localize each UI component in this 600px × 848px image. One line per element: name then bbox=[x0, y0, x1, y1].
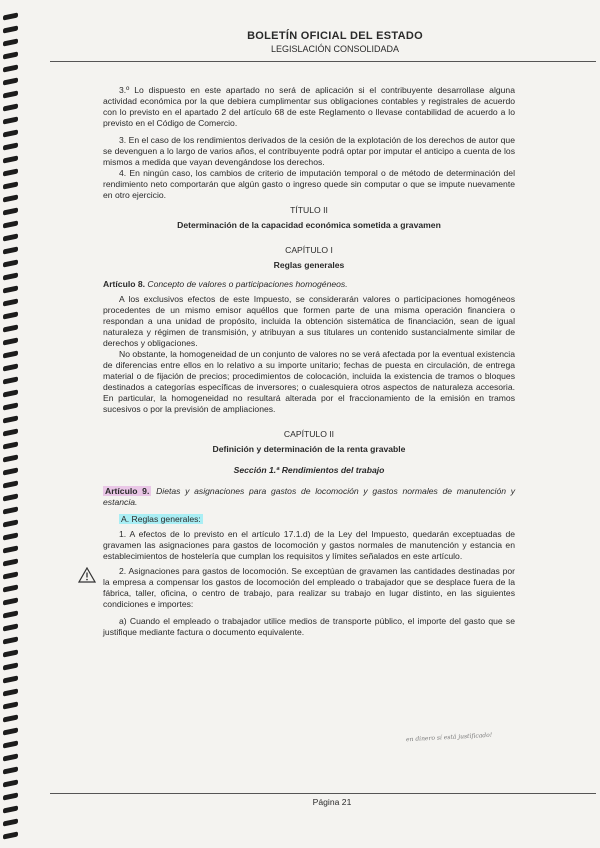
binding-ring bbox=[3, 12, 18, 20]
binding-ring bbox=[3, 155, 18, 163]
capitulo-label: CAPÍTULO I bbox=[285, 245, 333, 255]
binding-ring bbox=[3, 818, 18, 826]
binding-ring bbox=[3, 454, 18, 462]
binding-ring bbox=[3, 558, 18, 566]
binding-ring bbox=[3, 519, 18, 527]
binding-ring bbox=[3, 103, 18, 111]
binding-ring bbox=[3, 740, 18, 748]
binding-ring bbox=[3, 376, 18, 384]
binding-ring bbox=[3, 194, 18, 202]
binding-ring bbox=[3, 129, 18, 137]
document-body bbox=[103, 85, 515, 642]
spiral-binding bbox=[0, 0, 22, 848]
binding-ring bbox=[3, 649, 18, 657]
binding-ring bbox=[3, 90, 18, 98]
binding-ring bbox=[3, 688, 18, 696]
paragraph: 4. En ningún caso, los cambios de criterio de imputación temporal o de método de determinación del rendimiento neto comportarán que algún gasto o ingreso quede sin computar o que se impute nuevamente en otro ejercicio. bbox=[103, 168, 515, 200]
binding-ring bbox=[3, 753, 18, 761]
binding-ring bbox=[3, 415, 18, 423]
page-header bbox=[30, 30, 600, 54]
binding-ring bbox=[3, 545, 18, 553]
article-title: Concepto de valores o participaciones homogéneos. bbox=[147, 279, 348, 289]
binding-ring bbox=[3, 662, 18, 670]
section-heading: Sección 1.ª Rendimientos del trabajo bbox=[233, 465, 385, 475]
binding-ring bbox=[3, 623, 18, 631]
binding-ring bbox=[3, 727, 18, 735]
binding-ring bbox=[3, 636, 18, 644]
binding-ring bbox=[3, 285, 18, 293]
binding-ring bbox=[3, 610, 18, 618]
binding-ring bbox=[3, 506, 18, 514]
binding-ring bbox=[3, 389, 18, 397]
binding-ring bbox=[3, 805, 18, 813]
article-title: Dietas y asignaciones para gastos de locomoción y gastos normales de manutención y estancia. bbox=[103, 486, 516, 507]
binding-ring bbox=[3, 480, 18, 488]
footer-divider bbox=[50, 793, 596, 794]
binding-ring bbox=[3, 181, 18, 189]
binding-ring bbox=[3, 493, 18, 501]
binding-ring bbox=[3, 246, 18, 254]
binding-ring bbox=[3, 38, 18, 46]
binding-ring bbox=[3, 467, 18, 475]
binding-ring bbox=[3, 259, 18, 267]
subsection-label bbox=[103, 514, 515, 525]
paragraph: 1. A efectos de lo previsto en el artículo 17.1.d) de la Ley del Impuesto, quedarán exceptuadas de gravamen las asignaciones para gastos de locomoción y gastos normales de manutención y estancia en establecimientos de hostelería que cumplan los requisitos y límites señalados en este artículo. bbox=[103, 529, 515, 561]
binding-ring bbox=[3, 25, 18, 33]
binding-ring bbox=[3, 441, 18, 449]
binding-ring bbox=[3, 207, 18, 215]
binding-ring bbox=[3, 571, 18, 579]
binding-ring bbox=[3, 64, 18, 72]
binding-ring bbox=[3, 324, 18, 332]
binding-ring bbox=[3, 168, 18, 176]
paragraph: A los exclusivos efectos de este Impuesto, se considerarán valores o participaciones homogéneos procedentes de un mismo emisor aquéllos que formen parte de una misma operación financiera o respondan a una unidad de propósito, incluida la obtención sistemática de financiación, sean de igual naturaleza y régimen de transmisión, y atribuyan a sus titulares un contenido sustancialmente similar de derechos y obligaciones. bbox=[103, 294, 515, 348]
header-title: BOLETÍN OFICIAL DEL ESTADO bbox=[247, 30, 423, 42]
binding-ring bbox=[3, 350, 18, 358]
binding-ring bbox=[3, 233, 18, 241]
binding-ring bbox=[3, 116, 18, 124]
page-number: Página 21 bbox=[312, 797, 352, 807]
binding-ring bbox=[3, 77, 18, 85]
binding-ring bbox=[3, 779, 18, 787]
capitulo-label: CAPÍTULO II bbox=[283, 429, 335, 439]
binding-ring bbox=[3, 597, 18, 605]
binding-ring bbox=[3, 675, 18, 683]
binding-ring bbox=[3, 701, 18, 709]
binding-ring bbox=[3, 428, 18, 436]
paragraph: 3.º Lo dispuesto en este apartado no será de aplicación si el contribuyente desarrollase alguna actividad económica por la que debiera cumplimentar sus obligaciones contables y registrales de acuerdo con lo previsto en el apartado 2 del artículo 68 de este Reglamento o llevase contabilidad de acuerdo a lo previsto en el Código de Comercio. bbox=[103, 85, 515, 128]
handwritten-note: en dinero sí está justificado! bbox=[405, 731, 493, 744]
paragraph: No obstante, la homogeneidad de un conjunto de valores no se verá afectada por la eventual existencia de diferencias entre ellos en lo relativo a su importe unitario; fechas de puesta en circulación, de entrega material o de fijación de precios; procedimientos de colocación, incluida la existencia de tramos o bloques destinados a categorías específicas de inversores; o cualesquiera otros aspectos de naturaleza accesoria. En particular, la homogeneidad no resultará alterada por el fraccionamiento de la emisión en tramos sucesivos o por la previsión de ampliaciones. bbox=[103, 349, 515, 414]
titulo-heading: Determinación de la capacidad económica sometida a gravamen bbox=[177, 220, 441, 230]
binding-ring bbox=[3, 766, 18, 774]
article-number: Artículo 8. bbox=[103, 279, 146, 289]
paragraph: 2. Asignaciones para gastos de locomoción. Se exceptúan de gravamen las cantidades destinadas por la empresa a compensar los gastos de locomoción del empleado o trabajador que se desplace fuera de la fábrica, taller, oficina, o centro de trabajo, para realizar su trabajo en lugar distinto, en las siguientes condiciones e importes: bbox=[103, 566, 515, 609]
binding-ring bbox=[3, 51, 18, 59]
binding-ring bbox=[3, 337, 18, 345]
binding-ring bbox=[3, 714, 18, 722]
binding-ring bbox=[3, 363, 18, 371]
paragraph: 3. En el caso de los rendimientos derivados de la cesión de la explotación de los derechos de autor que se devenguen a lo largo de varios años, el contribuyente podrá optar por imputar el anticipo a cuenta de los mismos a medida que vayan devengándose los derechos. bbox=[103, 135, 515, 167]
binding-ring bbox=[3, 298, 18, 306]
article-heading bbox=[103, 486, 515, 508]
article-heading bbox=[103, 279, 515, 290]
capitulo-heading: Definición y determinación de la renta gravable bbox=[212, 444, 406, 454]
document-page bbox=[30, 0, 600, 848]
binding-ring bbox=[3, 272, 18, 280]
binding-ring bbox=[3, 831, 18, 839]
binding-ring bbox=[3, 220, 18, 228]
capitulo-heading: Reglas generales bbox=[273, 260, 345, 270]
header-subtitle: LEGISLACIÓN CONSOLIDADA bbox=[270, 44, 400, 54]
subsection-label-highlighted: A. Reglas generales: bbox=[121, 514, 201, 524]
warning-triangle-icon bbox=[78, 567, 96, 583]
binding-ring bbox=[3, 402, 18, 410]
binding-ring bbox=[3, 311, 18, 319]
binding-ring bbox=[3, 532, 18, 540]
binding-ring bbox=[3, 584, 18, 592]
article-number-highlighted: Artículo 9. bbox=[105, 486, 150, 496]
titulo-label: TÍTULO II bbox=[290, 205, 328, 215]
binding-ring bbox=[3, 142, 18, 150]
header-divider bbox=[50, 61, 596, 62]
binding-ring bbox=[3, 792, 18, 800]
paragraph: a) Cuando el empleado o trabajador utilice medios de transporte público, el importe del gasto que se justifique mediante factura o documento equivalente. bbox=[103, 616, 515, 637]
